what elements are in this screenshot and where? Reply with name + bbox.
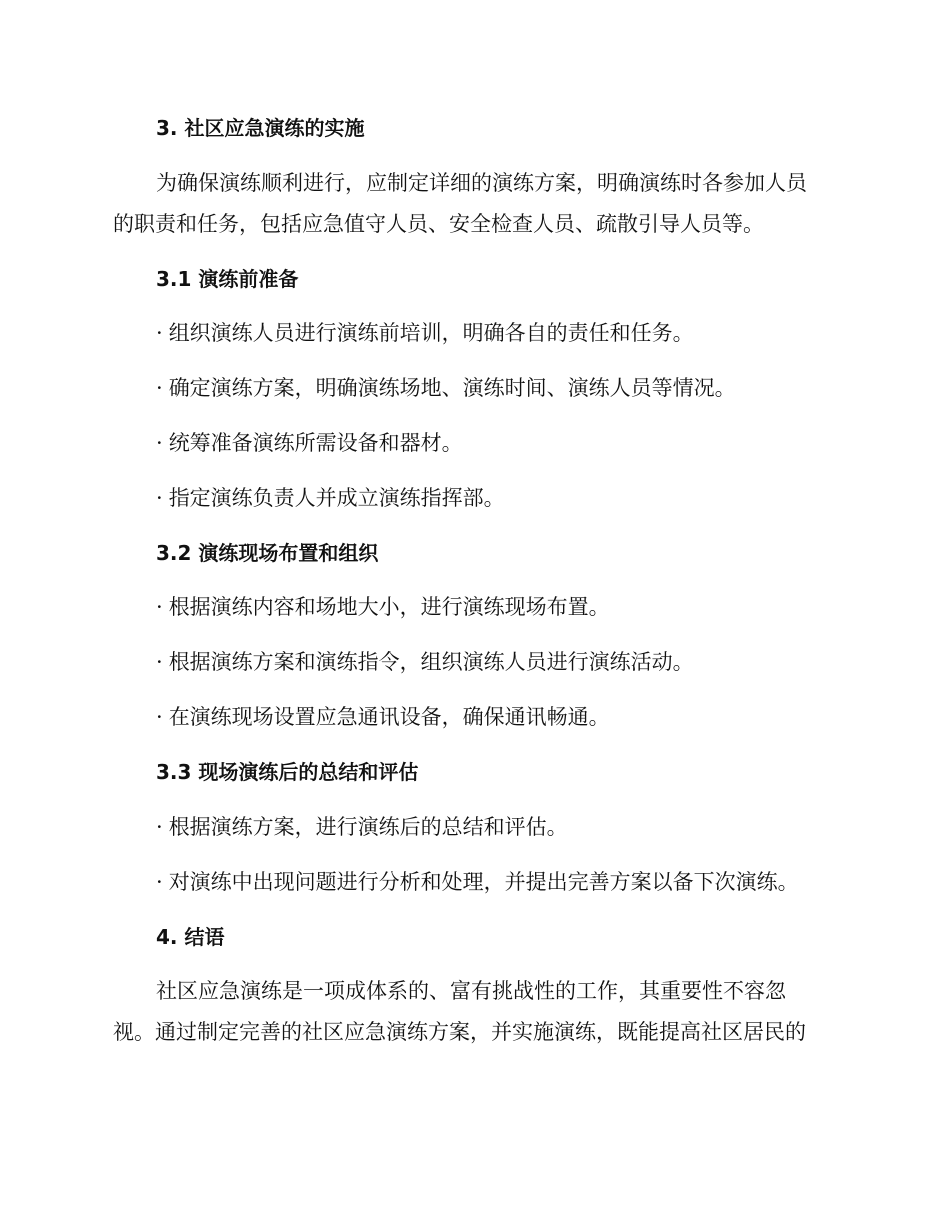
list-item-text: 根据演练方案，进行演练后的总结和评估。	[168, 815, 568, 839]
section-3-heading: 3. 社区应急演练的实施	[156, 116, 365, 140]
list-item-text: 在演练现场设置应急通讯设备，确保通讯畅通。	[168, 705, 610, 729]
list-item-text: 确定演练方案，明确演练场地、演练时间、演练人员等情况。	[168, 376, 736, 400]
section-3-2-heading: 3.2 演练现场布置和组织	[156, 541, 379, 565]
section-3-paragraph-line-1: 为确保演练顺利进行，应制定详细的演练方案，明确演练时各参加人员	[156, 171, 807, 195]
list-item	[156, 373, 736, 403]
list-item	[156, 483, 505, 513]
bullet: ·	[156, 595, 163, 619]
list-item	[156, 647, 694, 677]
bullet: ·	[156, 321, 163, 345]
list-item	[156, 702, 610, 732]
bullet: ·	[156, 431, 163, 455]
section-4-paragraph-line-2: 视。通过制定完善的社区应急演练方案，并实施演练，既能提高社区居民的	[113, 1020, 806, 1044]
section-3-paragraph-line-2: 的职责和任务，包括应急值守人员、安全检查人员、疏散引导人员等。	[113, 212, 764, 236]
list-item-text: 根据演练内容和场地大小，进行演练现场布置。	[168, 595, 610, 619]
list-item-text: 对演练中出现问题进行分析和处理，并提出完善方案以备下次演练。	[168, 870, 799, 894]
list-item	[156, 812, 568, 842]
list-item	[156, 592, 610, 622]
list-item	[156, 867, 799, 897]
bullet: ·	[156, 486, 163, 510]
bullet: ·	[156, 650, 163, 674]
list-item-text: 指定演练负责人并成立演练指挥部。	[168, 486, 505, 510]
list-item-text: 组织演练人员进行演练前培训，明确各自的责任和任务。	[168, 321, 694, 345]
bullet: ·	[156, 815, 163, 839]
bullet: ·	[156, 376, 163, 400]
section-3-3-heading: 3.3 现场演练后的总结和评估	[156, 760, 419, 784]
section-4-paragraph-line-1: 社区应急演练是一项成体系的、富有挑战性的工作，其重要性不容忽	[156, 979, 786, 1003]
section-3-1-heading: 3.1 演练前准备	[156, 267, 299, 291]
list-item-text: 根据演练方案和演练指令，组织演练人员进行演练活动。	[168, 650, 694, 674]
section-4-heading: 4. 结语	[156, 925, 225, 949]
list-item-text: 统筹准备演练所需设备和器材。	[168, 431, 463, 455]
bullet: ·	[156, 705, 163, 729]
list-item	[156, 428, 463, 458]
list-item	[156, 318, 694, 348]
bullet: ·	[156, 870, 163, 894]
